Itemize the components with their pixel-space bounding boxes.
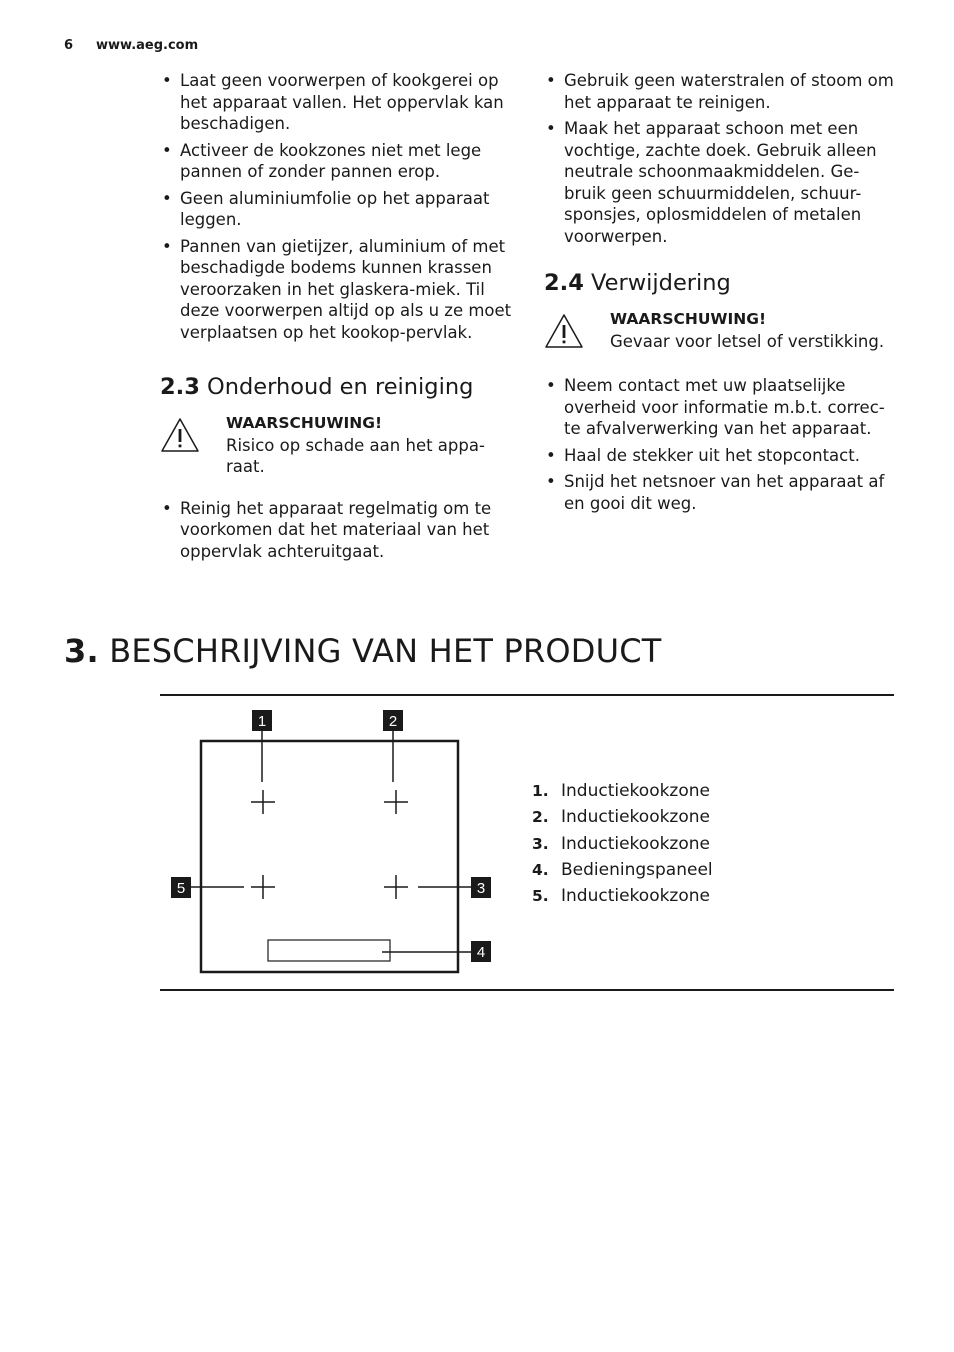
warning-box <box>544 309 900 357</box>
callout-4: 4 <box>476 944 486 961</box>
legend-item <box>532 778 713 804</box>
legend-label: Inductiekookzone <box>561 807 710 828</box>
legend-item <box>532 857 713 883</box>
section-number: 2.4 <box>544 270 584 296</box>
list-item: • Neem contact met uw plaatselijke overheid voor informatie m.b.t. correc-te afvalverwerking van het apparaat. <box>544 375 900 440</box>
warning-triangle-icon <box>160 417 200 453</box>
legend-label: Inductiekookzone <box>561 833 710 854</box>
callout-3: 3 <box>476 880 486 897</box>
list-item: • Geen aluminiumfolie op het apparaat leggen. <box>160 188 512 231</box>
hob-diagram <box>160 697 500 981</box>
section-number: 2.3 <box>160 374 200 400</box>
legend-item <box>532 831 713 857</box>
bottom-rule <box>160 989 894 991</box>
callout-2: 2 <box>388 713 398 730</box>
chapter-heading <box>64 632 662 670</box>
top-rule <box>160 694 894 696</box>
section-heading <box>160 373 512 401</box>
page-header <box>64 38 198 53</box>
section-title: Onderhoud en reiniging <box>207 374 474 400</box>
warning-text: Risico op schade aan het appa-raat. <box>226 435 485 476</box>
bullet-list <box>160 498 512 563</box>
section-title: Verwijdering <box>591 270 731 296</box>
callout-1: 1 <box>257 713 267 730</box>
warning-title: WAARSCHUWING! <box>226 414 383 432</box>
callout-5: 5 <box>176 880 186 897</box>
right-column <box>544 70 900 519</box>
page-number: 6 <box>64 38 74 53</box>
legend-number: 2. <box>532 808 549 827</box>
legend-item <box>532 804 713 830</box>
legend-number: 3. <box>532 834 549 853</box>
warning-title: WAARSCHUWING! <box>610 310 767 328</box>
chapter-number: 3. <box>64 632 99 670</box>
legend-number: 4. <box>532 860 549 879</box>
legend-item <box>532 883 713 909</box>
legend-number: 5. <box>532 887 549 906</box>
bullet-list <box>544 70 900 247</box>
warning-triangle-icon <box>544 313 584 349</box>
section-heading <box>544 269 900 297</box>
list-item: • Reinig het apparaat regelmatig om te voorkomen dat het materiaal van het oppervlak achteruitgaat. <box>160 498 512 563</box>
diagram-legend <box>532 778 713 909</box>
control-panel-outline <box>268 940 390 961</box>
list-item: • Pannen van gietijzer, aluminium of met beschadigde bodems kunnen krassen veroorzaken in het glaskera-miek. Til deze voorwerpen altijd op als u ze moet verplaatsen op het kookop-pervlak. <box>160 236 512 344</box>
list-item: • Activeer de kookzones niet met lege pannen of zonder pannen erop. <box>160 140 512 183</box>
warning-box <box>160 413 512 478</box>
list-item: • Haal de stekker uit het stopcontact. <box>544 445 900 467</box>
list-item: • Maak het apparaat schoon met een vochtige, zachte doek. Gebruik alleen neutrale schoonmaakmiddelen. Ge-bruik geen schuurmiddelen, schuur-sponsjes, oplosmiddelen of metalen voorwerpen. <box>544 118 900 247</box>
legend-label: Bedieningspaneel <box>561 859 713 880</box>
list-item: • Snijd het netsnoer van het apparaat af en gooi dit weg. <box>544 471 900 514</box>
legend-label: Inductiekookzone <box>561 781 710 801</box>
hob-outline <box>201 741 458 972</box>
legend-label: Inductiekookzone <box>561 886 710 907</box>
site-url: www.aeg.com <box>96 38 199 53</box>
list-item: • Laat geen voorwerpen of kookgerei op het apparaat vallen. Het oppervlak kan beschadigen. <box>160 70 512 135</box>
left-column <box>160 70 512 567</box>
legend-number: 1. <box>532 782 549 800</box>
warning-text: Gevaar voor letsel of verstikking. <box>610 331 885 351</box>
chapter-title: BESCHRIJVING VAN HET PRODUCT <box>109 632 662 670</box>
list-item: • Gebruik geen waterstralen of stoom om het apparaat te reinigen. <box>544 70 900 113</box>
bullet-list <box>544 375 900 514</box>
bullet-list <box>160 70 512 343</box>
